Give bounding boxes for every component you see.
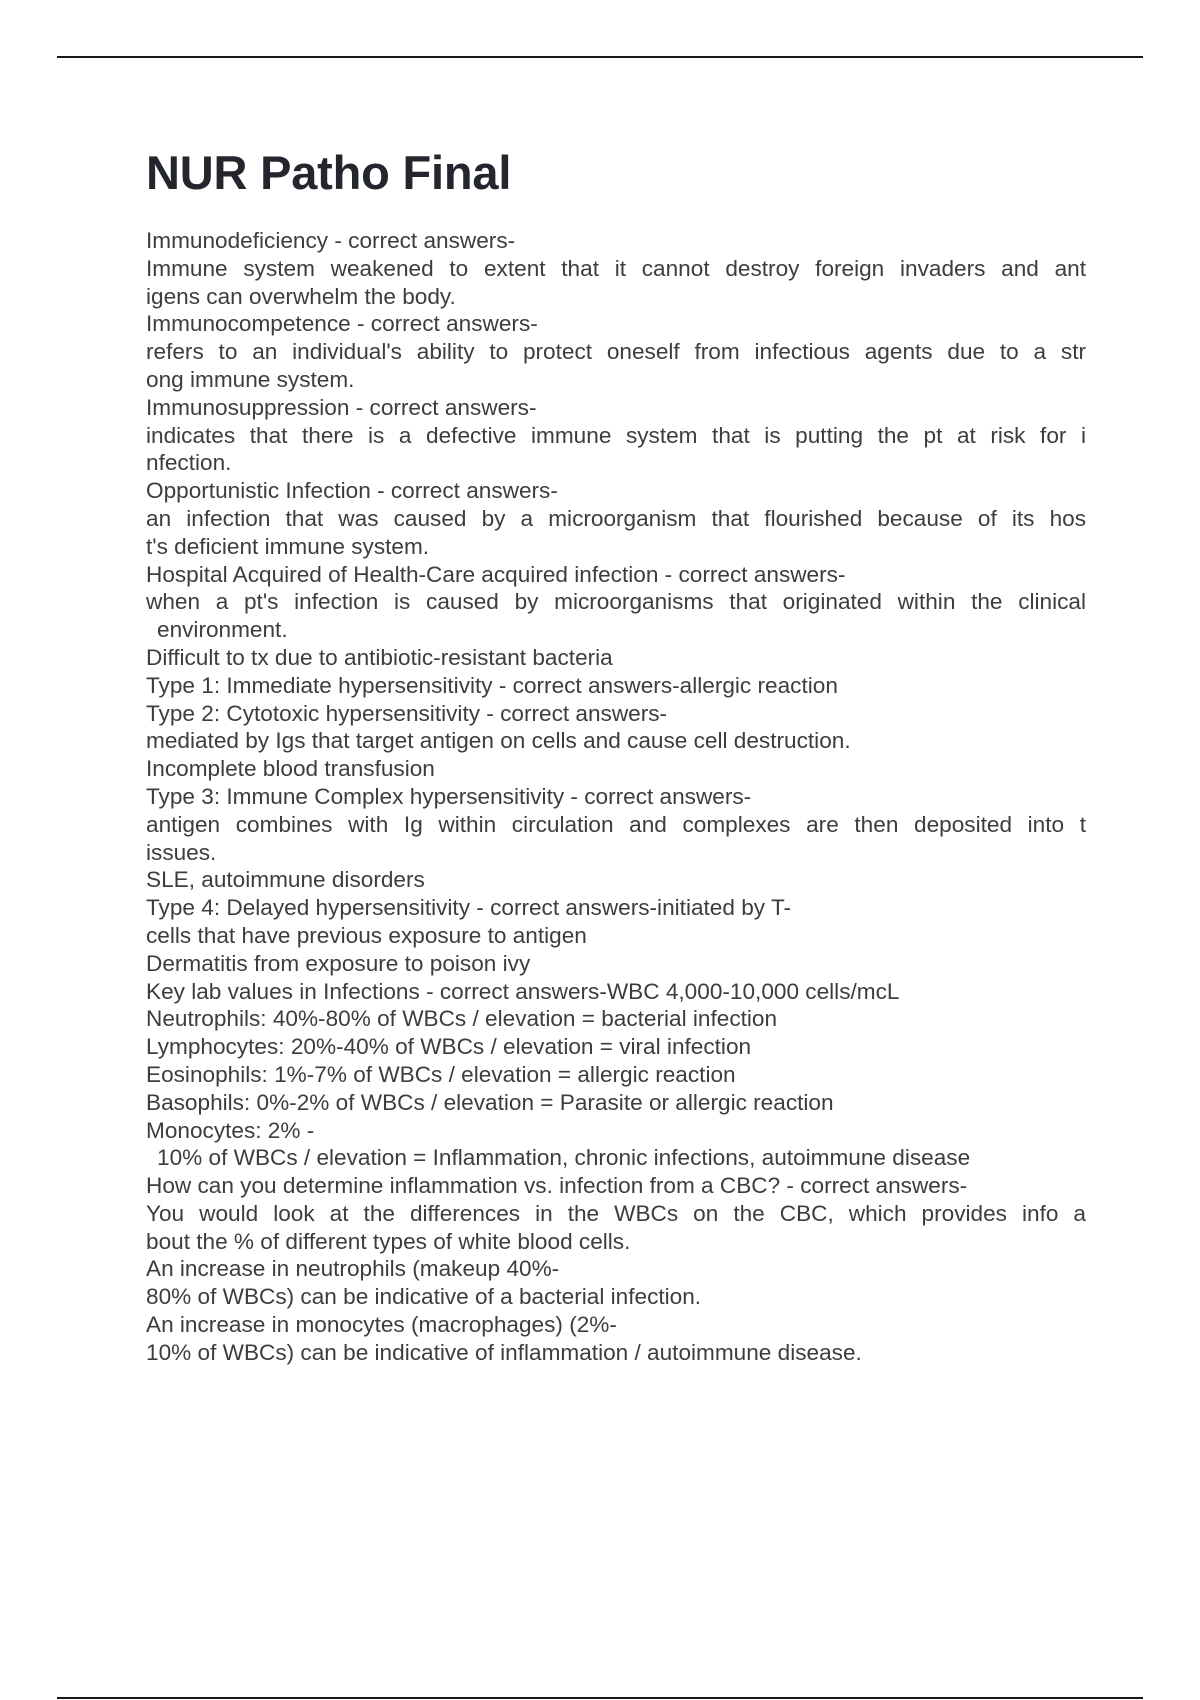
text-line: Dermatitis from exposure to poison ivy — [146, 950, 531, 976]
text-line: Hospital Acquired of Health-Care acquired infection - correct answers- — [146, 561, 846, 587]
text-line: when a pt's infection is caused by microorganisms that originated within the clinical — [146, 589, 1086, 615]
text-line: antigen combines with Ig within circulation and complexes are then deposited into t — [146, 811, 1086, 837]
text-line: Opportunistic Infection - correct answers- — [146, 478, 558, 504]
text-line: Type 4: Delayed hypersensitivity - correct answers-initiated by T- — [146, 895, 792, 921]
text-line: An increase in neutrophils (makeup 40%- — [146, 1256, 560, 1282]
text-line: nfection. — [146, 450, 232, 476]
text-line: bout the % of different types of white blood cells. — [146, 1228, 631, 1254]
text-line: Immunocompetence - correct answers- — [146, 311, 538, 337]
text-line: Lymphocytes: 20%-40% of WBCs / elevation = viral infection — [146, 1034, 752, 1060]
text-line: Immune system weakened to extent that it cannot destroy foreign invaders and ant — [146, 255, 1086, 281]
page-title: NUR Patho Final — [146, 146, 512, 199]
text-line: Immunodeficiency - correct answers- — [146, 228, 516, 253]
text-line: cells that have previous exposure to antigen — [146, 922, 587, 948]
text-line: You would look at the differences in the WBCs on the CBC, which provides info a — [146, 1200, 1086, 1226]
text-line: refers to an individual's ability to protect oneself from infectious agents due to a str — [146, 339, 1086, 365]
text-line: Immunosuppression - correct answers- — [146, 394, 537, 420]
document-body — [146, 227, 1086, 1367]
text-line: issues. — [146, 839, 217, 865]
text-line: Incomplete blood transfusion — [146, 756, 435, 782]
text-line: igens can overwhelm the body. — [146, 283, 456, 309]
text-line: 10% of WBCs / elevation = Inflammation, chronic infections, autoimmune disease — [157, 1145, 971, 1171]
text-line: mediated by Igs that target antigen on cells and cause cell destruction. — [146, 728, 851, 754]
text-line: Monocytes: 2% - — [146, 1117, 315, 1143]
text-line: How can you determine inflammation vs. infection from a CBC? - correct answers- — [146, 1173, 968, 1199]
text-line: SLE, autoimmune disorders — [146, 867, 425, 893]
text-line: indicates that there is a defective immune system that is putting the pt at risk for i — [146, 422, 1086, 448]
text-line: 80% of WBCs) can be indicative of a bacterial infection. — [146, 1284, 702, 1310]
text-line: Type 2: Cytotoxic hypersensitivity - correct answers- — [146, 700, 668, 726]
text-line: environment. — [157, 617, 288, 643]
text-line: Key lab values in Infections - correct answers-WBC 4,000-10,000 cells/mcL — [146, 978, 900, 1004]
text-line: an infection that was caused by a microorganism that flourished because of its hos — [146, 505, 1086, 531]
header-rule — [57, 56, 1143, 58]
text-line: Type 1: Immediate hypersensitivity - correct answers-allergic reaction — [146, 672, 838, 698]
text-line: Difficult to tx due to antibiotic-resistant bacteria — [146, 644, 613, 670]
text-line: ong immune system. — [146, 366, 355, 392]
text-line: t's deficient immune system. — [146, 533, 430, 559]
footer-rule — [57, 1697, 1143, 1699]
text-line: Type 3: Immune Complex hypersensitivity - correct answers- — [146, 783, 752, 809]
text-line: An increase in monocytes (macrophages) (2%- — [146, 1312, 617, 1338]
text-line: Basophils: 0%-2% of WBCs / elevation = Parasite or allergic reaction — [146, 1089, 834, 1115]
text-line: Neutrophils: 40%-80% of WBCs / elevation = bacterial infection — [146, 1006, 778, 1032]
text-line: 10% of WBCs) can be indicative of inflammation / autoimmune disease. — [146, 1339, 862, 1365]
text-line: Eosinophils: 1%-7% of WBCs / elevation = allergic reaction — [146, 1061, 736, 1087]
